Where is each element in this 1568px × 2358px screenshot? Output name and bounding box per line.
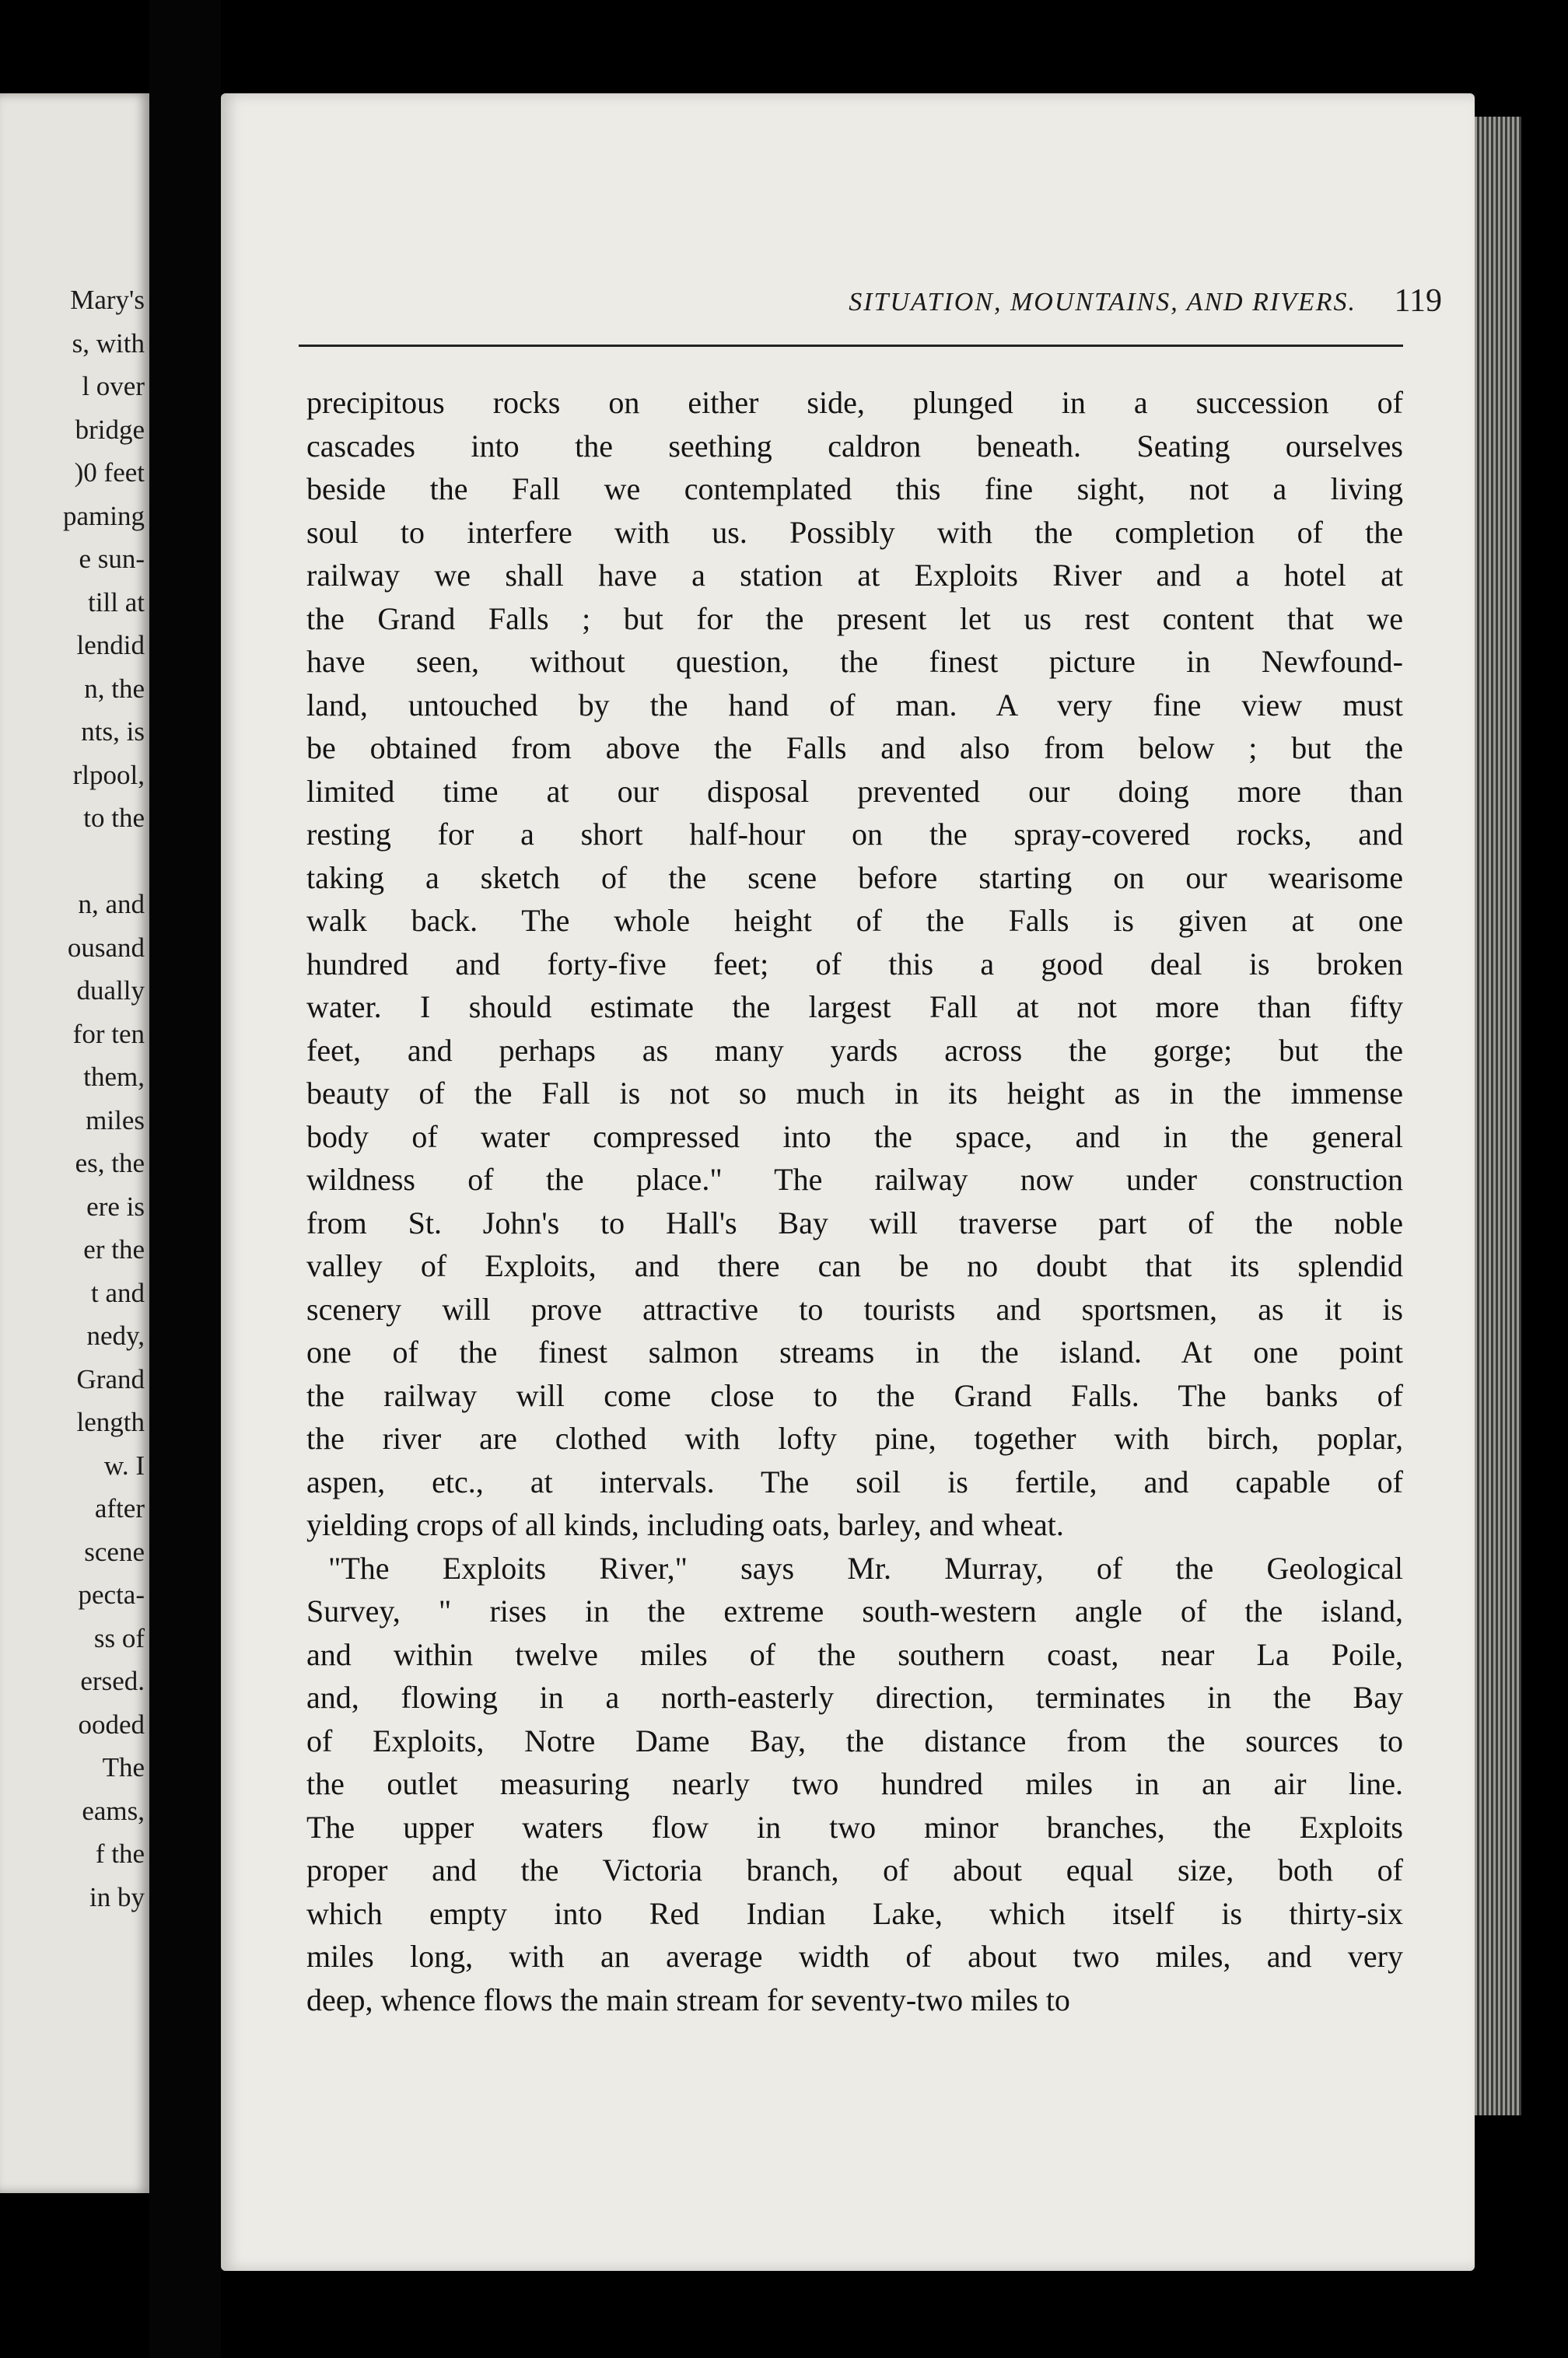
left-page-fragment: for ten [72,1018,145,1049]
left-page-fragment: miles [86,1104,145,1135]
right-page [221,93,1475,2271]
text-line: scenery will prove attractive to tourists and sportsmen, as it is [306,1291,1403,1327]
left-page-fragment: t and [90,1277,145,1308]
header-rule [299,345,1403,347]
text-line: land, untouched by the hand of man. A very fine view must [306,687,1403,722]
running-title: SITUATION, MOUNTAINS, AND RIVERS. [849,288,1356,317]
left-page-fragment: to the [83,803,145,833]
text-line: deep, whence flows the main stream for seventy-two miles to [306,1982,1070,2017]
left-page-fragment: pecta- [78,1580,145,1610]
left-page-fragment: bridge [75,414,145,445]
text-line: body of water compressed into the space, and in the general [306,1118,1403,1154]
left-page-fragment: length [76,1407,145,1437]
text-line: have seen, without question, the finest picture in Newfound- [306,644,1403,679]
text-line: water. I should estimate the largest Fall at not more than fifty [306,989,1403,1024]
left-page-fragment: ousand [67,932,145,963]
text-line: cascades into the seething caldron beneath. Seating ourselves [306,428,1403,464]
left-page-fragment: w. I [103,1450,145,1481]
left-page-fragment: nedy, [86,1321,145,1351]
left-page-fragment: eams, [82,1795,145,1826]
left-page-fragment: )0 feet [74,457,145,488]
text-line: one of the finest salmon streams in the island. At one point [306,1335,1403,1370]
left-page-fragment: n, the [84,673,145,704]
text-line: valley of Exploits, and there can be no doubt that its splendid [306,1248,1403,1283]
left-page-fragment: after [94,1493,145,1524]
left-page-fragment: n, and [78,889,145,919]
text-line: from St. John's to Hall's Bay will traverse part of the noble [306,1205,1403,1240]
left-page-fragment: ere is [86,1191,145,1222]
left-page [0,93,149,2193]
text-line: the river are clothed with lofty pine, together with birch, poplar, [306,1421,1403,1456]
left-page-fragment: ss of [93,1622,145,1653]
text-line: walk back. The whole height of the Falls is given at one [306,903,1403,938]
left-page-fragment: Grand [76,1363,145,1394]
left-page-fragment: dually [76,975,145,1006]
text-line: taking a sketch of the scene before starting on our wearisome [306,859,1403,895]
text-line: and within twelve miles of the southern coast, near La Poile, [306,1636,1403,1672]
text-line: The upper waters flow in two minor branches, the Exploits [306,1809,1403,1845]
left-page-fragment: them, [83,1062,145,1092]
text-line: precipitous rocks on either side, plunged in a succession of [306,385,1403,420]
book-gutter [149,0,221,2358]
left-page-fragment: ersed. [80,1666,145,1696]
left-page-fragment: in by [89,1881,145,1912]
text-line: resting for a short half-hour on the spray-covered rocks, and [306,817,1403,852]
text-line: the railway will come close to the Grand Falls. The banks of [306,1377,1403,1413]
left-page-fragment: paming [63,500,145,531]
left-page-fragment: es, the [75,1148,145,1178]
text-line: and, flowing in a north-easterly direction, terminates in the Bay [306,1680,1403,1715]
left-page-fragment: lendid [76,630,145,660]
left-page-fragment: e sun- [79,544,145,574]
left-page-fragment: nts, is [81,716,145,747]
left-page-fragment: s, with [72,327,145,359]
text-line: the Grand Falls ; but for the present let us rest content that we [306,600,1403,636]
text-line: be obtained from above the Falls and also from below ; but the [306,730,1403,765]
text-line: soul to interfere with us. Possibly with the completion of the [306,514,1403,550]
text-line: wildness of the place." The railway now under construction [306,1162,1403,1197]
left-page-fragment: rlpool, [72,759,145,790]
left-page-fragment: The [102,1752,145,1782]
text-line: beauty of the Fall is not so much in its height as in the immense [306,1076,1403,1111]
text-line: "The Exploits River," says Mr. Murray, of the Geological [328,1550,1403,1586]
left-page-fragment: er the [83,1234,145,1265]
text-line: of Exploits, Notre Dame Bay, the distance from the sources to [306,1723,1403,1758]
text-line: proper and the Victoria branch, of about equal size, both of [306,1852,1403,1887]
left-page-fragment: till at [88,586,145,617]
left-page-fragment: ooded [78,1709,145,1740]
left-page-fragment: f the [95,1838,145,1869]
text-line: railway we shall have a station at Exploits River and a hotel at [306,558,1403,593]
text-line: beside the Fall we contemplated this fine sight, not a living [306,471,1403,506]
text-line: limited time at our disposal prevented our doing more than [306,773,1403,809]
text-line: the outlet measuring nearly two hundred miles in an air line. [306,1766,1403,1801]
text-line: Survey, " rises in the extreme south-western angle of the island, [306,1594,1403,1629]
text-line: feet, and perhaps as many yards across the gorge; but the [306,1032,1403,1068]
text-line: aspen, etc., at intervals. The soil is fertile, and capable of [306,1464,1403,1499]
left-page-fragment: Mary's [70,285,145,315]
text-line: hundred and forty-five feet; of this a good deal is broken [306,946,1403,981]
text-line: yielding crops of all kinds, including oats, barley, and wheat. [306,1507,1064,1542]
left-page-fragment: l over [82,371,145,401]
text-line: which empty into Red Indian Lake, which itself is thirty-six [306,1895,1403,1931]
text-line: miles long, with an average width of about two miles, and very [306,1939,1403,1974]
page-number: 119 [1394,283,1442,319]
page-edges [1475,117,1521,2115]
body-text [306,381,1403,2021]
left-page-fragment: scene [84,1536,145,1567]
